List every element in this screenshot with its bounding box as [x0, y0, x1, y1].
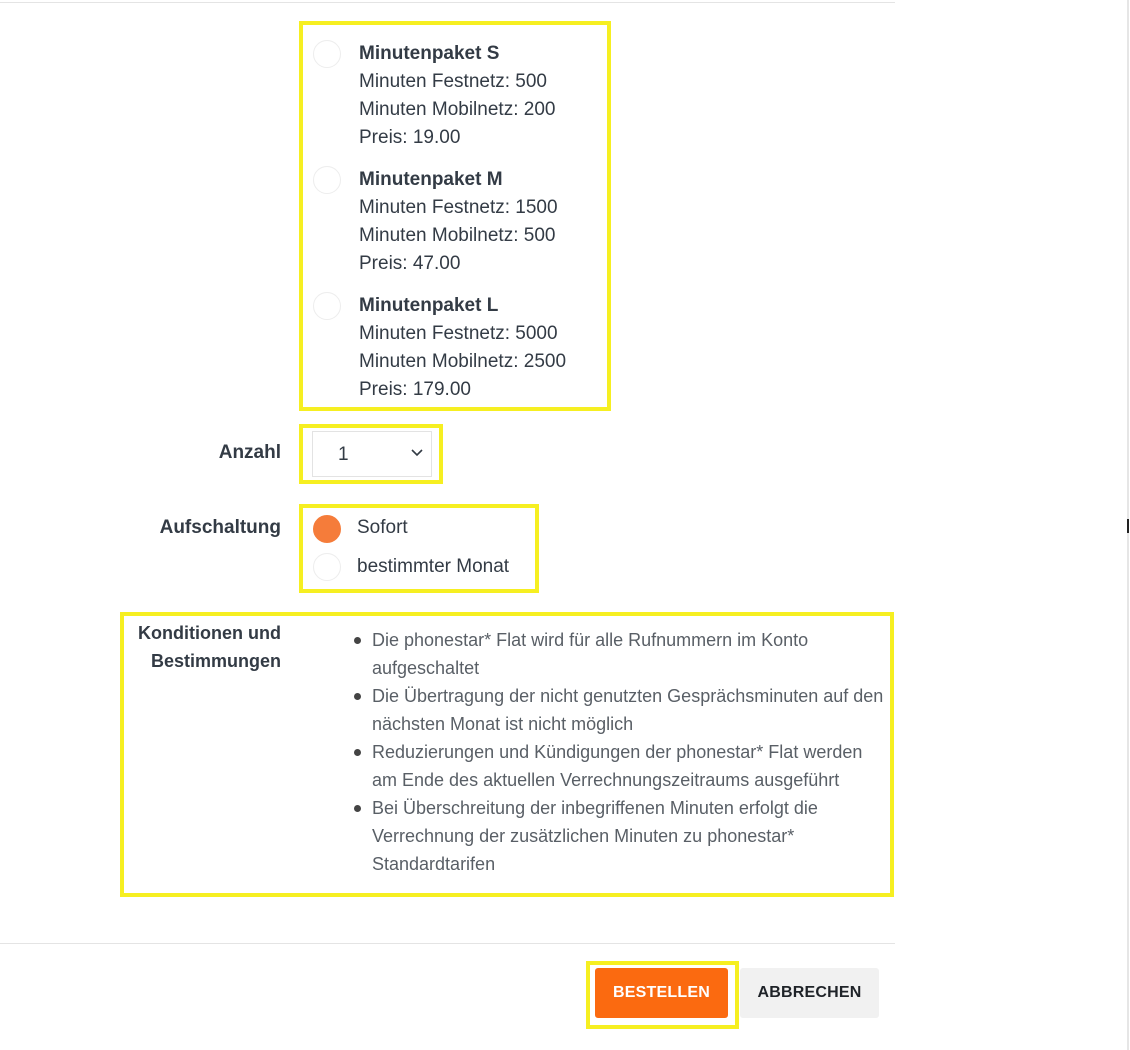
condition-text: Bei Überschreitung der inbegriffenen Minuten erfolgt die Verrechnung der zusätzlichen Minuten zu phonestar* Standardtarifen	[372, 798, 818, 874]
list-item	[352, 626, 884, 682]
cancel-button[interactable]: ABBRECHEN	[740, 968, 879, 1018]
conditions-label: Konditionen und Bestimmungen	[138, 623, 281, 671]
bullet-icon	[354, 749, 361, 756]
bottom-divider	[0, 943, 895, 944]
text-cursor-icon	[1127, 519, 1129, 533]
package-price: Preis: 19.00	[359, 127, 461, 148]
package-landline-minutes: Minuten Festnetz: 500	[359, 71, 547, 92]
package-landline-minutes: Minuten Festnetz: 5000	[359, 323, 558, 344]
activation-label: Aufschaltung	[159, 517, 281, 538]
activation-month-radio[interactable]	[313, 553, 341, 581]
package-l-radio[interactable]	[313, 292, 341, 320]
package-mobile-minutes: Minuten Mobilnetz: 200	[359, 99, 556, 120]
condition-text: Die phonestar* Flat wird für alle Rufnummern im Konto aufgeschaltet	[372, 630, 809, 678]
list-item	[352, 682, 884, 738]
order-button[interactable]: BESTELLEN	[595, 968, 728, 1018]
activation-immediately-radio[interactable]	[313, 515, 341, 543]
conditions-list	[352, 626, 884, 878]
package-title: Minutenpaket S	[359, 43, 500, 64]
package-mobile-minutes: Minuten Mobilnetz: 2500	[359, 351, 567, 372]
list-item	[352, 738, 884, 794]
package-title: Minutenpaket M	[359, 169, 503, 190]
list-item	[352, 794, 884, 878]
top-divider	[0, 2, 895, 3]
package-price: Preis: 179.00	[359, 379, 471, 400]
package-s-radio[interactable]	[313, 40, 341, 68]
activation-immediately-label: Sofort	[357, 517, 408, 538]
package-price: Preis: 47.00	[359, 253, 461, 274]
condition-text: Reduzierungen und Kündigungen der phonestar* Flat werden am Ende des aktuellen Verrechnungszeitraums ausgeführt	[372, 742, 863, 790]
quantity-label: Anzahl	[218, 442, 281, 463]
package-landline-minutes: Minuten Festnetz: 1500	[359, 197, 558, 218]
package-title: Minutenpaket L	[359, 295, 499, 316]
package-mobile-minutes: Minuten Mobilnetz: 500	[359, 225, 556, 246]
chevron-down-icon	[410, 448, 424, 458]
bullet-icon	[354, 693, 361, 700]
activation-month-label: bestimmter Monat	[357, 556, 510, 577]
condition-text: Die Übertragung der nicht genutzten Gesprächsminuten auf den nächsten Monat ist nicht möglich	[372, 686, 884, 734]
bullet-icon	[354, 637, 361, 644]
bullet-icon	[354, 805, 361, 812]
quantity-select[interactable]	[312, 431, 432, 477]
package-m-radio[interactable]	[313, 166, 341, 194]
quantity-value: 1	[338, 444, 349, 465]
